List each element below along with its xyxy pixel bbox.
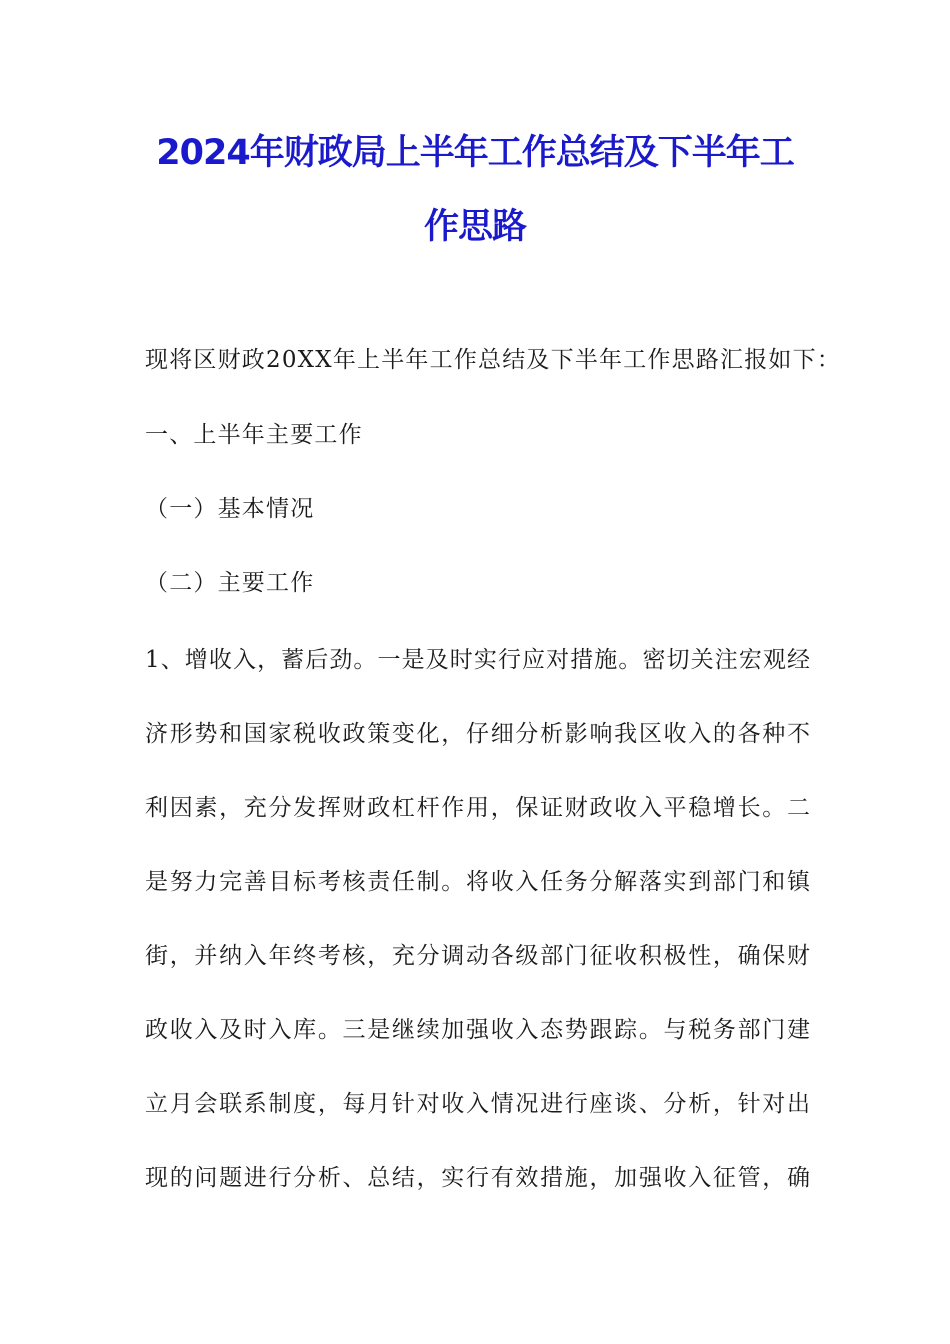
paragraph-line: 现的问题进行分析、总结，实行有效措施，加强收入征管，确 bbox=[145, 1165, 810, 1191]
paragraph-line: 立月会联系制度，每月针对收入情况进行座谈、分析，针对出 bbox=[145, 1091, 810, 1117]
subsection-heading-basic: （一）基本情况 bbox=[145, 496, 315, 522]
paragraph-line: 街，并纳入年终考核，充分调动各级部门征收积极性，确保财 bbox=[145, 943, 810, 969]
intro-paragraph: 现将区财政20XX年上半年工作总结及下半年工作思路汇报如下： bbox=[145, 347, 842, 373]
section-heading: 一、上半年主要工作 bbox=[145, 422, 363, 448]
paragraph-line: 济形势和国家税收政策变化，仔细分析影响我区收入的各种不 bbox=[145, 721, 810, 747]
paragraph-line: 利因素，充分发挥财政杠杆作用，保证财政收入平稳增长。二 bbox=[145, 795, 810, 821]
subsection-heading-main: （二）主要工作 bbox=[145, 570, 315, 596]
document-title-line-1: 2024年财政局上半年工作总结及下半年工 bbox=[156, 133, 794, 173]
paragraph-line: 是努力完善目标考核责任制。将收入任务分解落实到部门和镇 bbox=[145, 869, 810, 895]
paragraph-line: 政收入及时入库。三是继续加强收入态势跟踪。与税务部门建 bbox=[145, 1017, 810, 1043]
document-title-line-2: 作思路 bbox=[423, 207, 526, 247]
paragraph-line: 1、增收入，蓄后劲。一是及时实行应对措施。密切关注宏观经 bbox=[145, 647, 810, 673]
